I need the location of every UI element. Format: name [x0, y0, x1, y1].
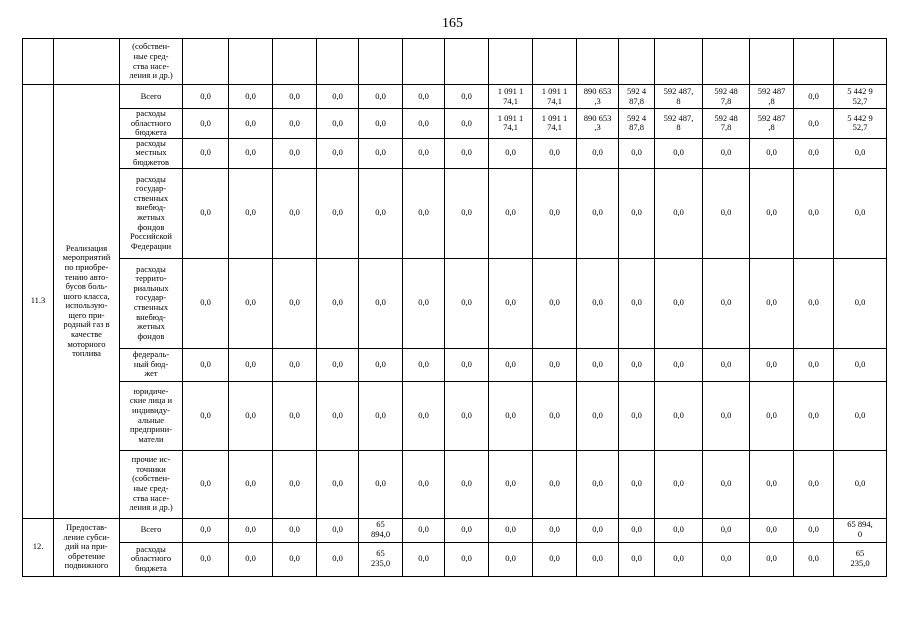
value-cell: 0,0 — [183, 381, 229, 450]
value-cell: 0,0 — [794, 85, 834, 109]
source-cell: Всего — [120, 518, 183, 542]
value-cell: 0,0 — [655, 450, 703, 518]
source-cell: (собствен- ные сред- ства насе- ления и др.) — [120, 39, 183, 85]
value-cell: 0,0 — [317, 348, 359, 381]
value-cell: 0,0 — [577, 381, 619, 450]
value-cell: 0,0 — [229, 518, 273, 542]
section-code: 11.3 — [23, 85, 54, 519]
value-cell: 0,0 — [403, 518, 445, 542]
value-cell: 0,0 — [834, 258, 887, 348]
value-cell: 0,0 — [750, 348, 794, 381]
value-cell: 0,0 — [229, 381, 273, 450]
value-cell — [317, 39, 359, 85]
value-cell: 0,0 — [445, 138, 489, 168]
source-cell: расходы местных бюджетов — [120, 138, 183, 168]
value-cell: 0,0 — [655, 381, 703, 450]
value-cell — [359, 39, 403, 85]
table-row — [23, 518, 887, 542]
value-cell: 0,0 — [703, 381, 750, 450]
value-cell: 0,0 — [577, 348, 619, 381]
value-cell: 0,0 — [403, 450, 445, 518]
value-cell: 0,0 — [229, 168, 273, 258]
source-cell: расходы областного бюджета — [120, 542, 183, 576]
value-cell: 0,0 — [229, 348, 273, 381]
value-cell: 0,0 — [703, 450, 750, 518]
value-cell: 0,0 — [445, 348, 489, 381]
table-row — [23, 85, 887, 109]
value-cell: 0,0 — [533, 542, 577, 576]
value-cell: 0,0 — [183, 85, 229, 109]
value-cell: 0,0 — [403, 381, 445, 450]
value-cell: 0,0 — [273, 138, 317, 168]
value-cell: 0,0 — [317, 450, 359, 518]
table-row — [23, 39, 887, 85]
value-cell: 0,0 — [619, 450, 655, 518]
value-cell: 0,0 — [834, 381, 887, 450]
value-cell: 0,0 — [273, 450, 317, 518]
value-cell: 0,0 — [229, 542, 273, 576]
value-cell: 0,0 — [533, 450, 577, 518]
section-name: Предостав- ление субси- дий на при- обретение подвижного — [54, 518, 120, 576]
source-cell: прочие ис- точники (собствен- ные сред- ства насе- ления и др.) — [120, 450, 183, 518]
value-cell: 65 894,0 — [359, 518, 403, 542]
table-row — [23, 542, 887, 576]
value-cell: 0,0 — [445, 168, 489, 258]
source-cell: федераль- ный бюд- жет — [120, 348, 183, 381]
value-cell: 0,0 — [577, 542, 619, 576]
value-cell: 0,0 — [794, 258, 834, 348]
value-cell: 0,0 — [445, 518, 489, 542]
value-cell — [183, 39, 229, 85]
value-cell: 0,0 — [183, 138, 229, 168]
value-cell: 0,0 — [359, 258, 403, 348]
value-cell: 1 091 1 74,1 — [489, 109, 533, 139]
value-cell: 0,0 — [489, 138, 533, 168]
value-cell: 0,0 — [750, 518, 794, 542]
source-cell: расходы областного бюджета — [120, 109, 183, 139]
value-cell: 0,0 — [619, 258, 655, 348]
value-cell: 0,0 — [403, 542, 445, 576]
value-cell: 0,0 — [655, 168, 703, 258]
value-cell: 0,0 — [703, 542, 750, 576]
value-cell: 0,0 — [359, 168, 403, 258]
value-cell: 0,0 — [794, 542, 834, 576]
value-cell: 0,0 — [273, 168, 317, 258]
source-cell: расходы государ- ственных внебюд- жетных фондов Российской Федерации — [120, 168, 183, 258]
value-cell: 0,0 — [834, 450, 887, 518]
value-cell: 0,0 — [183, 542, 229, 576]
value-cell: 0,0 — [619, 518, 655, 542]
value-cell: 592 48 7,8 — [703, 109, 750, 139]
value-cell: 65 235,0 — [834, 542, 887, 576]
value-cell: 0,0 — [533, 518, 577, 542]
value-cell: 0,0 — [533, 138, 577, 168]
value-cell: 0,0 — [577, 168, 619, 258]
value-cell: 592 48 7,8 — [703, 85, 750, 109]
value-cell: 0,0 — [794, 450, 834, 518]
value-cell — [794, 39, 834, 85]
value-cell: 592 487 ,8 — [750, 85, 794, 109]
source-cell: юридиче- ские лица и индивиду- альные предприни- матели — [120, 381, 183, 450]
value-cell: 890 653 ,3 — [577, 109, 619, 139]
value-cell: 0,0 — [703, 258, 750, 348]
value-cell: 0,0 — [703, 348, 750, 381]
value-cell — [533, 39, 577, 85]
value-cell: 0,0 — [489, 381, 533, 450]
value-cell: 0,0 — [229, 258, 273, 348]
value-cell: 0,0 — [273, 542, 317, 576]
value-cell: 0,0 — [489, 450, 533, 518]
value-cell: 0,0 — [317, 138, 359, 168]
value-cell — [834, 39, 887, 85]
value-cell: 0,0 — [359, 85, 403, 109]
value-cell: 0,0 — [359, 348, 403, 381]
value-cell: 0,0 — [619, 542, 655, 576]
value-cell: 0,0 — [750, 381, 794, 450]
value-cell: 0,0 — [655, 542, 703, 576]
value-cell: 0,0 — [403, 138, 445, 168]
source-cell: расходы террито- риальных государ- ственных внебюд- жетных фондов — [120, 258, 183, 348]
value-cell: 0,0 — [183, 258, 229, 348]
value-cell: 0,0 — [273, 109, 317, 139]
value-cell: 0,0 — [533, 348, 577, 381]
table-row — [23, 381, 887, 450]
table-row — [23, 348, 887, 381]
value-cell: 0,0 — [445, 258, 489, 348]
value-cell: 0,0 — [750, 450, 794, 518]
value-cell: 0,0 — [183, 518, 229, 542]
value-cell: 0,0 — [403, 85, 445, 109]
value-cell: 0,0 — [273, 258, 317, 348]
value-cell — [655, 39, 703, 85]
value-cell: 0,0 — [655, 138, 703, 168]
value-cell: 0,0 — [317, 381, 359, 450]
value-cell — [229, 39, 273, 85]
value-cell: 0,0 — [794, 138, 834, 168]
value-cell: 65 894, 0 — [834, 518, 887, 542]
table-row — [23, 258, 887, 348]
table-row — [23, 109, 887, 139]
value-cell: 0,0 — [619, 348, 655, 381]
value-cell: 592 487 ,8 — [750, 109, 794, 139]
value-cell: 0,0 — [229, 138, 273, 168]
value-cell: 0,0 — [533, 168, 577, 258]
value-cell: 0,0 — [577, 138, 619, 168]
value-cell: 0,0 — [655, 518, 703, 542]
value-cell: 0,0 — [445, 381, 489, 450]
value-cell: 592 487, 8 — [655, 85, 703, 109]
value-cell: 0,0 — [403, 109, 445, 139]
value-cell: 890 653 ,3 — [577, 85, 619, 109]
value-cell: 0,0 — [489, 542, 533, 576]
value-cell: 0,0 — [533, 381, 577, 450]
value-cell: 0,0 — [794, 168, 834, 258]
value-cell: 0,0 — [750, 542, 794, 576]
value-cell — [403, 39, 445, 85]
value-cell: 65 235,0 — [359, 542, 403, 576]
value-cell: 592 4 87,8 — [619, 109, 655, 139]
value-cell: 0,0 — [834, 168, 887, 258]
value-cell: 0,0 — [317, 168, 359, 258]
value-cell — [577, 39, 619, 85]
value-cell: 0,0 — [273, 85, 317, 109]
section-name: Реализация мероприятий по приобре- тению авто- бусов боль- шого класса, использую- щего при- родный газ в качестве моторного топлива — [54, 85, 120, 519]
value-cell: 0,0 — [317, 258, 359, 348]
value-cell: 0,0 — [359, 381, 403, 450]
value-cell: 1 091 1 74,1 — [489, 85, 533, 109]
value-cell: 0,0 — [317, 109, 359, 139]
value-cell: 0,0 — [750, 168, 794, 258]
value-cell — [619, 39, 655, 85]
value-cell: 0,0 — [317, 542, 359, 576]
page-number: 165 — [442, 16, 463, 31]
value-cell: 0,0 — [317, 518, 359, 542]
value-cell: 0,0 — [273, 518, 317, 542]
value-cell: 0,0 — [703, 518, 750, 542]
value-cell: 0,0 — [619, 168, 655, 258]
value-cell: 0,0 — [619, 138, 655, 168]
value-cell: 0,0 — [489, 258, 533, 348]
value-cell: 0,0 — [834, 348, 887, 381]
value-cell: 592 487, 8 — [655, 109, 703, 139]
value-cell: 5 442 9 52,7 — [834, 109, 887, 139]
value-cell — [750, 39, 794, 85]
value-cell: 0,0 — [794, 518, 834, 542]
value-cell: 1 091 1 74,1 — [533, 85, 577, 109]
value-cell — [273, 39, 317, 85]
table-row — [23, 450, 887, 518]
value-cell: 0,0 — [183, 450, 229, 518]
value-cell: 0,0 — [403, 348, 445, 381]
value-cell: 5 442 9 52,7 — [834, 85, 887, 109]
table-body — [23, 39, 887, 577]
value-cell: 0,0 — [229, 450, 273, 518]
value-cell: 592 4 87,8 — [619, 85, 655, 109]
value-cell — [489, 39, 533, 85]
table-row — [23, 168, 887, 258]
value-cell: 0,0 — [445, 450, 489, 518]
value-cell: 0,0 — [273, 381, 317, 450]
value-cell: 1 091 1 74,1 — [533, 109, 577, 139]
budget-table — [22, 38, 887, 577]
value-cell: 0,0 — [834, 138, 887, 168]
value-cell: 0,0 — [655, 348, 703, 381]
value-cell: 0,0 — [229, 109, 273, 139]
value-cell: 0,0 — [577, 450, 619, 518]
value-cell: 0,0 — [655, 258, 703, 348]
value-cell: 0,0 — [750, 258, 794, 348]
value-cell: 0,0 — [794, 109, 834, 139]
source-cell: Всего — [120, 85, 183, 109]
value-cell: 0,0 — [183, 109, 229, 139]
name-cell — [54, 39, 120, 85]
value-cell: 0,0 — [445, 85, 489, 109]
section-code: 12. — [23, 518, 54, 576]
value-cell: 0,0 — [445, 542, 489, 576]
value-cell: 0,0 — [703, 138, 750, 168]
value-cell: 0,0 — [403, 258, 445, 348]
value-cell: 0,0 — [273, 348, 317, 381]
value-cell: 0,0 — [533, 258, 577, 348]
value-cell: 0,0 — [750, 138, 794, 168]
value-cell: 0,0 — [577, 258, 619, 348]
value-cell: 0,0 — [183, 348, 229, 381]
value-cell: 0,0 — [445, 109, 489, 139]
value-cell: 0,0 — [317, 85, 359, 109]
value-cell: 0,0 — [794, 348, 834, 381]
value-cell: 0,0 — [403, 168, 445, 258]
value-cell: 0,0 — [359, 109, 403, 139]
value-cell: 0,0 — [359, 138, 403, 168]
value-cell: 0,0 — [359, 450, 403, 518]
value-cell: 0,0 — [703, 168, 750, 258]
value-cell — [445, 39, 489, 85]
value-cell: 0,0 — [794, 381, 834, 450]
value-cell: 0,0 — [229, 85, 273, 109]
code-cell — [23, 39, 54, 85]
value-cell: 0,0 — [619, 381, 655, 450]
value-cell: 0,0 — [489, 348, 533, 381]
value-cell: 0,0 — [577, 518, 619, 542]
value-cell: 0,0 — [489, 168, 533, 258]
value-cell: 0,0 — [183, 168, 229, 258]
value-cell: 0,0 — [489, 518, 533, 542]
table-row — [23, 138, 887, 168]
value-cell — [703, 39, 750, 85]
